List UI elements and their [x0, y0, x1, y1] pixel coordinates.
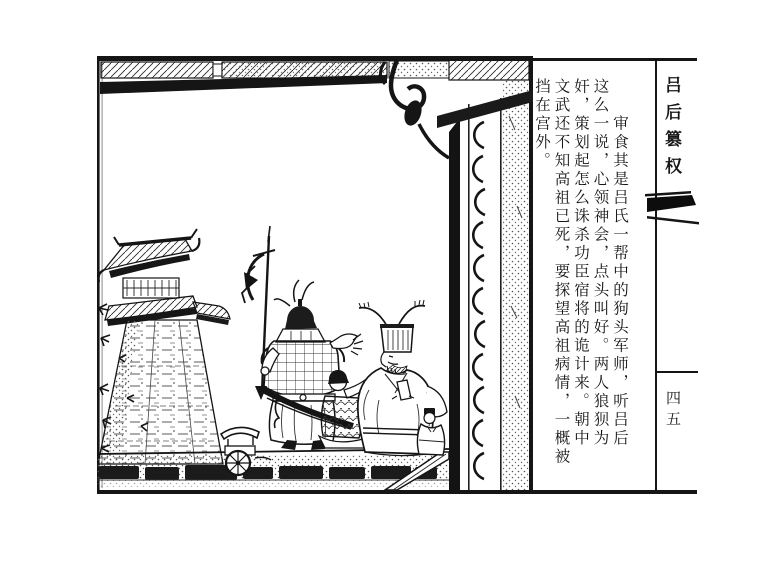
- watchtower: [98, 229, 230, 464]
- page-number-rule: [656, 371, 698, 373]
- caption-line: 这么一说，心领神会，点头叫好。两人狼狈为: [591, 78, 609, 448]
- corner-wedge: [645, 186, 701, 228]
- roof-beam: [97, 56, 533, 128]
- caption-line: 奸，策划起怎么诛杀功臣宿将的诡计来。朝中: [572, 78, 589, 448]
- caption-line: 挡在宫外。: [533, 78, 550, 171]
- bottom-border-line: [97, 490, 697, 494]
- book-title-vertical: 吕后篡权: [662, 76, 681, 184]
- caption-line: 文武还不知高祖已死，要探望高祖病情，一概被: [552, 78, 570, 467]
- page-number: 四五: [664, 390, 680, 432]
- illustration-panel: [97, 56, 533, 490]
- caption-panel: [533, 60, 655, 490]
- caption-line: 审食其是吕氏一帮中的狗头军师，听吕后: [611, 78, 628, 448]
- caption-margin-divider: [655, 58, 657, 490]
